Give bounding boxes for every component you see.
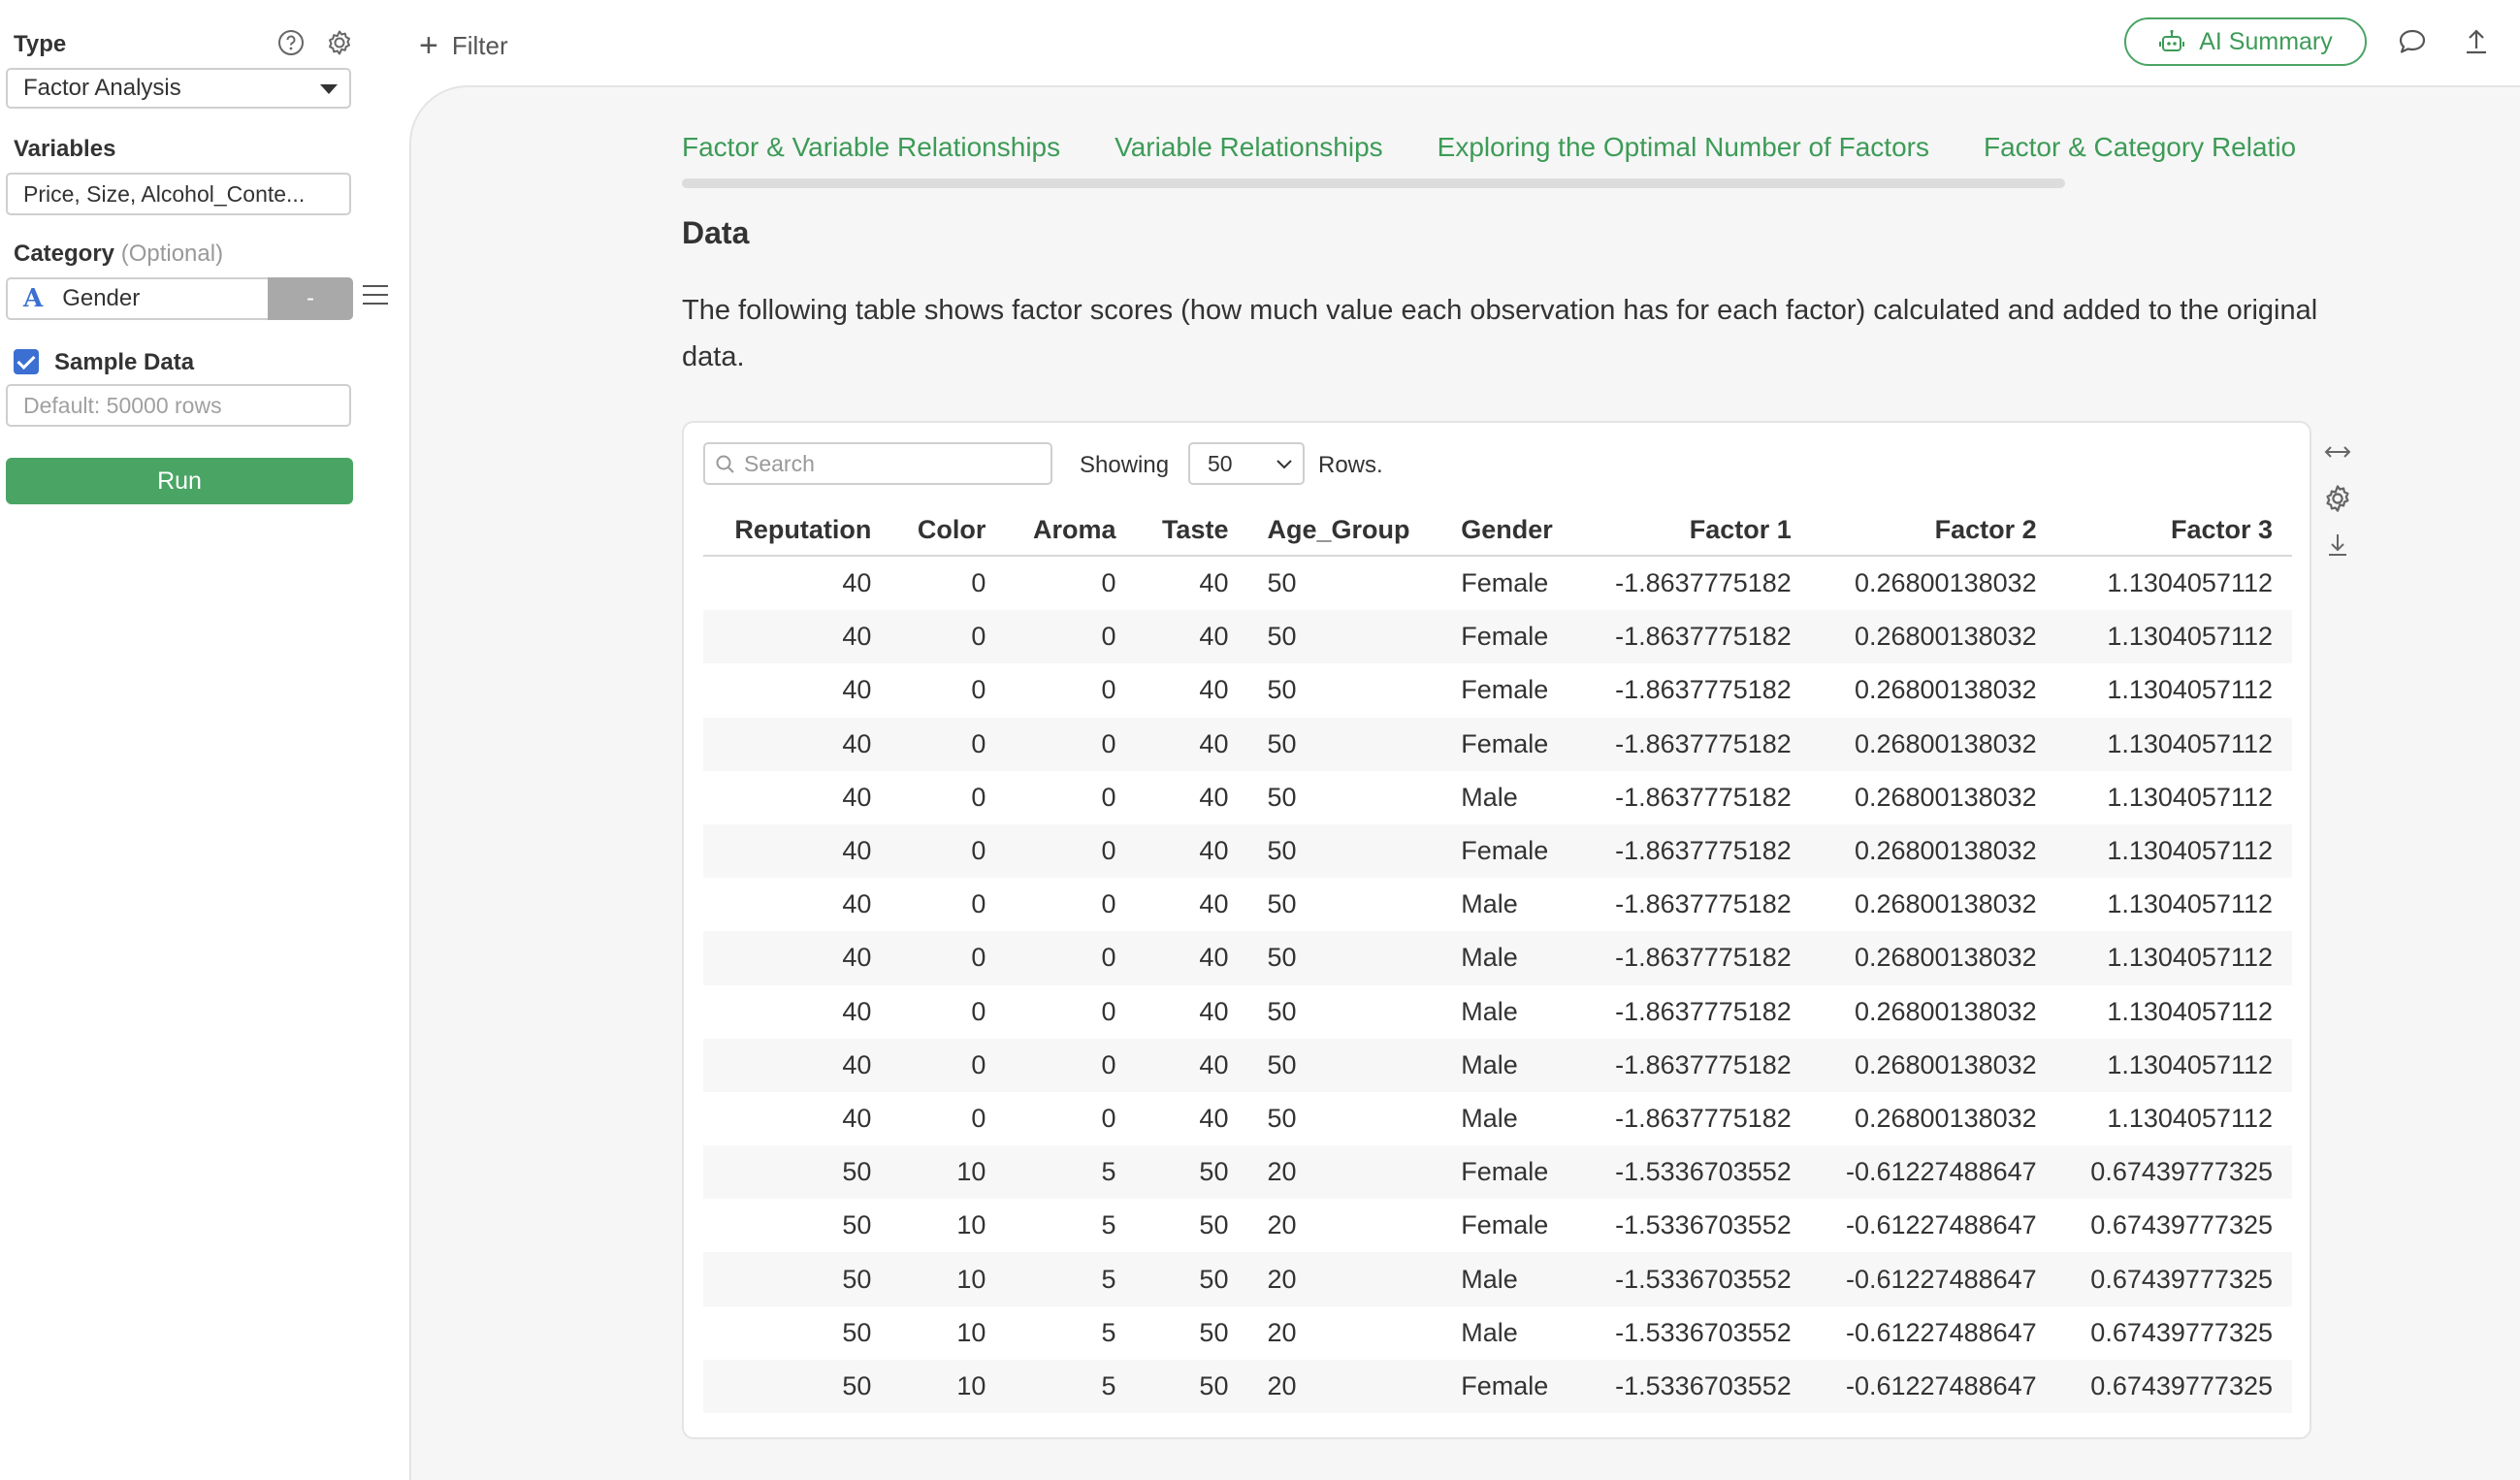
table-cell: Female <box>1441 824 1581 878</box>
table-cell: 50 <box>1247 1039 1441 1092</box>
table-header-row <box>703 504 2292 556</box>
table-cell: 50 <box>703 1360 890 1413</box>
table-cell: 0 <box>1101 675 1116 705</box>
table-cell: -0.61227488647 <box>1811 1252 2056 1305</box>
plus-icon: + <box>419 27 438 64</box>
table-row[interactable] <box>703 1252 2292 1305</box>
table-cell: -1.8637775182 <box>1615 889 1792 919</box>
table-row[interactable] <box>703 878 2292 931</box>
character-type-icon: A <box>23 284 44 313</box>
search-icon <box>715 454 736 475</box>
table-cell: 40 <box>842 1103 872 1133</box>
table-body <box>703 556 2292 1413</box>
table-cell: 0.26800138032 <box>1854 889 2037 919</box>
table-cell: 0 <box>1101 889 1116 919</box>
table-cell: 40 <box>1136 824 1248 878</box>
table-cell: 40 <box>842 675 872 705</box>
table-cell: 40 <box>1199 996 1229 1026</box>
column-header[interactable]: Gender <box>1441 504 1581 556</box>
table-cell: 50 <box>1247 824 1441 878</box>
table-cell: Male <box>1441 1252 1581 1305</box>
analysis-type-select[interactable] <box>6 68 351 109</box>
table-cell: 0 <box>1005 931 1135 984</box>
sample-data-checkbox[interactable] <box>14 349 39 374</box>
table-cell: -1.8637775182 <box>1581 931 1811 984</box>
table-search-input[interactable] <box>703 442 1052 485</box>
table-cell: 50 <box>1247 931 1441 984</box>
table-cell: -1.8637775182 <box>1581 824 1811 878</box>
table-cell: 0.67439777325 <box>2090 1210 2273 1240</box>
table-row[interactable] <box>703 1306 2292 1360</box>
upload-icon[interactable] <box>2460 25 2493 58</box>
rows-per-page-select[interactable] <box>1188 442 1305 485</box>
table-cell: 50 <box>842 1210 872 1240</box>
table-cell: 50 <box>1136 1360 1248 1413</box>
table-cell: 0 <box>1101 782 1116 812</box>
table-cell: -1.8637775182 <box>1615 675 1792 705</box>
table-row[interactable] <box>703 663 2292 717</box>
table-cell: 40 <box>1199 675 1229 705</box>
table-cell: 40 <box>1199 889 1229 919</box>
table-cell: 1.1304057112 <box>2056 824 2292 878</box>
table-cell: -0.61227488647 <box>1811 1145 2056 1199</box>
table-cell: 20 <box>1267 1317 1297 1347</box>
table-cell: 50 <box>1199 1210 1229 1240</box>
table-cell: 50 <box>1267 1103 1297 1133</box>
tab-factor-category-relationships[interactable]: Factor & Category Relatio <box>1983 132 2297 162</box>
table-cell: 0.67439777325 <box>2056 1360 2292 1413</box>
table-cell: 20 <box>1267 1210 1297 1240</box>
table-cell: 20 <box>1247 1360 1441 1413</box>
ai-summary-label: AI Summary <box>2199 27 2333 55</box>
table-cell: -1.5336703552 <box>1581 1145 1811 1199</box>
rows-per-page-value: 50 <box>1208 450 1233 476</box>
table-cell: 50 <box>1247 718 1441 771</box>
sample-data-label: Sample Data <box>54 349 195 375</box>
category-row <box>6 277 351 320</box>
table-row[interactable] <box>703 1360 2292 1413</box>
table-cell: 10 <box>890 1145 1005 1199</box>
table-cell: 1.1304057112 <box>2107 782 2273 812</box>
table-cell: 10 <box>956 1317 986 1347</box>
table-row[interactable] <box>703 985 2292 1039</box>
table-cell: 0 <box>971 996 986 1026</box>
table-cell: 0 <box>890 718 1005 771</box>
menu-icon[interactable] <box>363 285 388 306</box>
table-cell: 0 <box>1101 568 1116 598</box>
table-cell: 50 <box>1199 1317 1229 1347</box>
table-cell: 0.67439777325 <box>2056 1252 2292 1305</box>
table-cell: 0.26800138032 <box>1811 931 2056 984</box>
table-cell: -1.8637775182 <box>1581 718 1811 771</box>
table-cell: 1.1304057112 <box>2107 568 2273 598</box>
variables-value: Price, Size, Alcohol_Conte... <box>23 180 306 207</box>
section-heading: Data <box>682 215 750 250</box>
table-cell: -1.5336703552 <box>1615 1317 1792 1347</box>
column-header[interactable]: Taste <box>1136 504 1248 556</box>
table-cell: Male <box>1441 1039 1581 1092</box>
table-cell: 1.1304057112 <box>2056 718 2292 771</box>
column-header[interactable]: Factor 2 <box>1811 504 2056 556</box>
table-cell: 50 <box>1267 889 1297 919</box>
table-cell: 0 <box>890 610 1005 663</box>
category-label <box>14 241 223 268</box>
table-cell: -1.8637775182 <box>1615 1103 1792 1133</box>
table-cell: 5 <box>1005 1145 1135 1199</box>
table-cell: 50 <box>842 1317 872 1347</box>
table-cell: -1.8637775182 <box>1615 568 1792 598</box>
table-cell: 1.1304057112 <box>2107 996 2273 1026</box>
tab-optimal-number-of-factors[interactable]: Exploring the Optimal Number of Factors <box>1437 132 1929 162</box>
table-cell: Female <box>1461 1210 1549 1240</box>
table-cell: 40 <box>703 718 890 771</box>
tabs-scrollbar[interactable] <box>682 178 2065 188</box>
table-cell: 0 <box>1005 610 1135 663</box>
table-cell: Male <box>1461 782 1518 812</box>
run-button[interactable]: Run <box>6 458 353 504</box>
table-cell: 1.1304057112 <box>2107 1103 2273 1133</box>
table-cell: 50 <box>1136 1252 1248 1305</box>
gear-icon[interactable] <box>2322 483 2353 514</box>
table-cell: Male <box>1461 1103 1518 1133</box>
table-cell: 1.1304057112 <box>2056 931 2292 984</box>
table-cell: 0 <box>890 824 1005 878</box>
table-row[interactable] <box>703 610 2292 663</box>
column-header[interactable]: Factor 1 <box>1581 504 1811 556</box>
table-cell: 50 <box>1247 610 1441 663</box>
table-row[interactable] <box>703 771 2292 824</box>
table-cell: 0 <box>971 782 986 812</box>
variables-field[interactable] <box>6 173 351 215</box>
table-cell: 40 <box>703 1039 890 1092</box>
table-cell: 0.26800138032 <box>1854 1103 2037 1133</box>
expand-width-icon[interactable] <box>2322 436 2353 467</box>
table-row[interactable] <box>703 824 2292 878</box>
rows-label: Rows. <box>1318 452 1383 478</box>
table-cell: -0.61227488647 <box>1845 1317 2037 1347</box>
table-row[interactable] <box>703 931 2292 984</box>
table-cell: Male <box>1461 889 1518 919</box>
table-cell: Female <box>1441 1360 1581 1413</box>
table-cell: 40 <box>842 568 872 598</box>
filter-label: Filter <box>451 31 508 60</box>
category-value: Gender <box>62 285 141 311</box>
add-filter-button[interactable] <box>419 27 508 65</box>
sample-rows-input[interactable] <box>6 384 351 427</box>
table-cell: 40 <box>1199 782 1229 812</box>
dropdown-caret-icon <box>320 84 338 94</box>
table-row[interactable] <box>703 556 2292 610</box>
table-cell: 40 <box>1136 610 1248 663</box>
table-cell: 40 <box>1199 568 1229 598</box>
table-cell: 1.1304057112 <box>2056 1039 2292 1092</box>
table-cell: Female <box>1441 610 1581 663</box>
table-cell: 1.1304057112 <box>2107 889 2273 919</box>
table-cell: 0.26800138032 <box>1811 718 2056 771</box>
table-cell: 0 <box>971 568 986 598</box>
table-row[interactable] <box>703 1039 2292 1092</box>
table-cell: 50 <box>1267 996 1297 1026</box>
table-cell: 40 <box>1136 718 1248 771</box>
variables-label: Variables <box>14 136 116 162</box>
table-cell: 0.67439777325 <box>2056 1145 2292 1199</box>
table-cell: -1.5336703552 <box>1581 1360 1811 1413</box>
table-cell: Female <box>1461 568 1549 598</box>
table-cell: 20 <box>1247 1252 1441 1305</box>
table-cell: 50 <box>703 1252 890 1305</box>
category-label-text: Category <box>14 241 115 267</box>
chevron-down-icon <box>1276 458 1293 471</box>
table-cell: 0 <box>971 675 986 705</box>
table-cell: 10 <box>956 1210 986 1240</box>
column-header[interactable]: Factor 3 <box>2056 504 2292 556</box>
table-cell: 10 <box>890 1252 1005 1305</box>
table-cell: Male <box>1461 1317 1518 1347</box>
table-cell: 0.26800138032 <box>1811 1039 2056 1092</box>
table-cell: -0.61227488647 <box>1811 1360 2056 1413</box>
download-icon[interactable] <box>2322 530 2353 561</box>
settings-panel <box>0 0 409 1480</box>
table-cell: 40 <box>1136 931 1248 984</box>
category-field[interactable] <box>6 277 268 320</box>
table-cell: 20 <box>1247 1145 1441 1199</box>
column-header[interactable]: Age_Group <box>1247 504 1441 556</box>
table-cell: 1.1304057112 <box>2107 675 2273 705</box>
table-cell: 40 <box>1136 1039 1248 1092</box>
column-header[interactable]: Color <box>890 504 1005 556</box>
table-cell: 0 <box>1005 1039 1135 1092</box>
column-header[interactable]: Reputation <box>703 504 890 556</box>
table-cell: -1.5336703552 <box>1581 1252 1811 1305</box>
search-placeholder: Search <box>744 450 815 476</box>
table-cell: Female <box>1441 1145 1581 1199</box>
table-cell: 0.26800138032 <box>1811 610 2056 663</box>
table-cell: 0 <box>971 1103 986 1133</box>
table-cell: 50 <box>1267 675 1297 705</box>
table-cell: 50 <box>1267 568 1297 598</box>
table-row[interactable] <box>703 1092 2292 1145</box>
table-cell: 40 <box>842 996 872 1026</box>
table-cell: 40 <box>842 782 872 812</box>
gear-icon[interactable] <box>324 27 355 58</box>
table-cell: Male <box>1461 996 1518 1026</box>
table-cell: -1.8637775182 <box>1581 1039 1811 1092</box>
tab-variable-relationships[interactable]: Variable Relationships <box>1115 132 1383 162</box>
table-cell: 0.26800138032 <box>1811 824 2056 878</box>
tab-factor-variable-relationships[interactable]: Factor & Variable Relationships <box>682 132 1061 162</box>
table-cell: 40 <box>1199 1103 1229 1133</box>
table-cell: 0 <box>1101 996 1116 1026</box>
table-row[interactable] <box>703 718 2292 771</box>
table-cell: 50 <box>703 1145 890 1199</box>
table-row[interactable] <box>703 1199 2292 1252</box>
table-cell: 0 <box>971 889 986 919</box>
table-cell: -1.8637775182 <box>1615 782 1792 812</box>
table-cell: Female <box>1461 675 1549 705</box>
comment-icon[interactable] <box>2396 25 2429 58</box>
table-cell: -1.8637775182 <box>1615 996 1792 1026</box>
table-row[interactable] <box>703 1145 2292 1199</box>
table-cell: 40 <box>842 889 872 919</box>
table-cell: 40 <box>703 610 890 663</box>
ai-summary-button[interactable] <box>2124 17 2367 66</box>
robot-icon <box>2158 28 2185 55</box>
remove-category-button[interactable]: - <box>268 277 353 320</box>
table-cell: 0.26800138032 <box>1854 568 2037 598</box>
table-cell: 0 <box>1005 718 1135 771</box>
data-table <box>703 504 2292 1413</box>
table-cell: 0.26800138032 <box>1854 782 2037 812</box>
table-cell: 0 <box>1005 824 1135 878</box>
table-cell: 0.67439777325 <box>2090 1317 2273 1347</box>
table-cell: 40 <box>703 824 890 878</box>
table-cell: 40 <box>703 931 890 984</box>
analysis-type-value: Factor Analysis <box>23 75 181 101</box>
showing-label: Showing <box>1080 452 1170 478</box>
table-cell: -1.8637775182 <box>1581 610 1811 663</box>
table-cell: 5 <box>1101 1210 1116 1240</box>
section-description: The following table shows factor scores (how much value each observation has for each factor) calculated and added to the original data. <box>682 295 2318 372</box>
type-label: Type <box>14 31 67 57</box>
table-cell: 5 <box>1005 1252 1135 1305</box>
column-header[interactable]: Aroma <box>1005 504 1135 556</box>
table-cell: -0.61227488647 <box>1845 1210 2037 1240</box>
table-cell: 0 <box>1101 1103 1116 1133</box>
table-cell: 0 <box>890 931 1005 984</box>
table-cell: Male <box>1441 931 1581 984</box>
category-optional-text: (Optional) <box>120 241 224 267</box>
table-cell: 5 <box>1101 1317 1116 1347</box>
table-cell: 1.1304057112 <box>2056 610 2292 663</box>
table-cell: 50 <box>1267 782 1297 812</box>
table-cell: -1.5336703552 <box>1615 1210 1792 1240</box>
table-cell: Female <box>1441 718 1581 771</box>
table-cell: 50 <box>1136 1145 1248 1199</box>
table-cell: 0.26800138032 <box>1854 996 2037 1026</box>
result-tabs <box>682 132 2311 163</box>
table-cell: 5 <box>1005 1360 1135 1413</box>
sample-rows-placeholder: Default: 50000 rows <box>23 392 222 418</box>
table-cell: 10 <box>890 1360 1005 1413</box>
table-cell: 0 <box>890 1039 1005 1092</box>
data-table-card <box>682 421 2311 1439</box>
table-cell: 0.26800138032 <box>1854 675 2037 705</box>
help-icon[interactable] <box>275 27 307 58</box>
